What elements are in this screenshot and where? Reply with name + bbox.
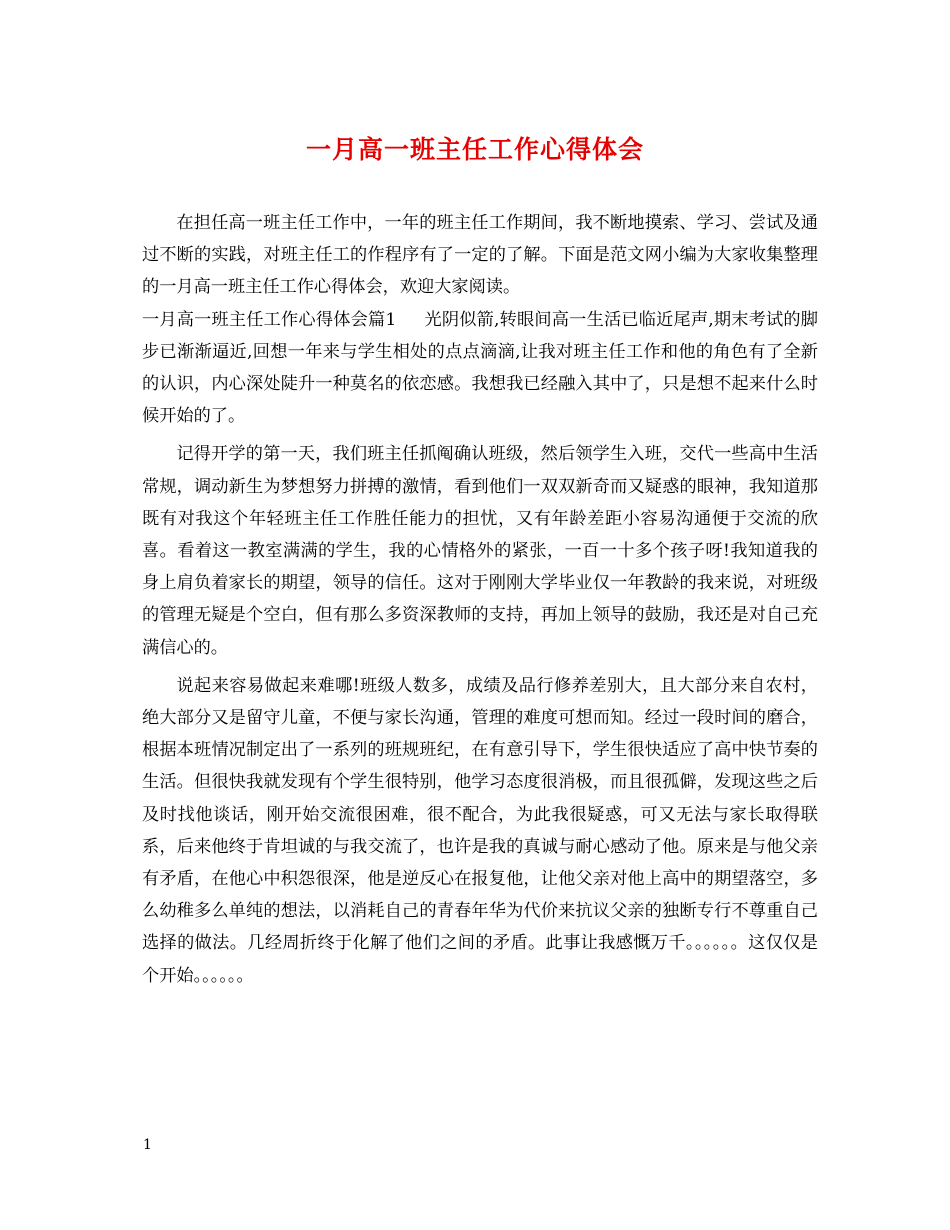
document-title: 一月高一班主任工作心得体会 (305, 135, 644, 164)
section-paragraph (142, 304, 818, 433)
body-paragraph-3: 说起来容易做起来难哪!班级人数多，成绩及品行修养差别大，且大部分来自农村，绝大部分又是留守儿童，不便与家长沟通，管理的难度可想而知。经过一段时间的磨合，根据本班情况制定出了一系列的班规班纪，在有意引导下，学生很快适应了高中快节奏的生活。但很快我就发现有个学生很特别，他学习态度很消极，而且很孤僻，发现这些之后及时找他谈话，刚开始交流很困难，很不配合，为此我很疑惑，可又无法与家长取得联系，后来他终于肯坦诚的与我交流了，也许是我的真诚与耐心感动了他。原来是与他父亲有矛盾，在他心中积怨很深，他是逆反心在报复他，让他父亲对他上高中的期望落空，多么幼稚多么单纯的想法，以消耗自己的青春年华为代价来抗议父亲的独断专行不尊重自己选择的做法。几经周折终于化解了他们之间的矛盾。此事让我感慨万千。。。。。。这仅仅是个开始。。。。。。 (142, 675, 818, 986)
document-body (142, 207, 818, 992)
section-text: 光阴似箭,转眼间高一生活已临近尾声,期末考试的脚步已渐渐逼近,回想一年来与学生相处的点点滴滴,让我对班主任工作和他的角色有了全新的认识，内心深处陡升一种莫名的依恋感。我想我已经融入其中了，只是想不起来什么时候开始的了。 (142, 309, 818, 427)
page-number: 1 (143, 1137, 152, 1153)
section-heading: 一月高一班主任工作心得体会篇1 (142, 309, 397, 330)
intro-paragraph: 在担任高一班主任工作中，一年的班主任工作期间，我不断地摸索、学习、尝试及通过不断的实践，对班主任工的作程序有了一定的了解。下面是范文网小编为大家收集整理的一月高一班主任工作心得体会，欢迎大家阅读。 (142, 213, 818, 298)
body-paragraph-2: 记得开学的第一天，我们班主任抓阄确认班级，然后领学生入班，交代一些高中生活常规，调动新生为梦想努力拼搏的激情，看到他们一双双新奇而又疑惑的眼神，我知道那既有对我这个年轻班主任工作胜任能力的担忧，又有年龄差距小容易沟通便于交流的欣喜。看着这一教室满满的学生，我的心情格外的紧张，一百一十多个孩子呀!我知道我的身上肩负着家长的期望，领导的信任。这对于刚刚大学毕业仅一年教龄的我来说，对班级的管理无疑是个空白，但有那么多资深教师的支持，再加上领导的鼓励，我还是对自己充满信心的。 (142, 444, 818, 658)
